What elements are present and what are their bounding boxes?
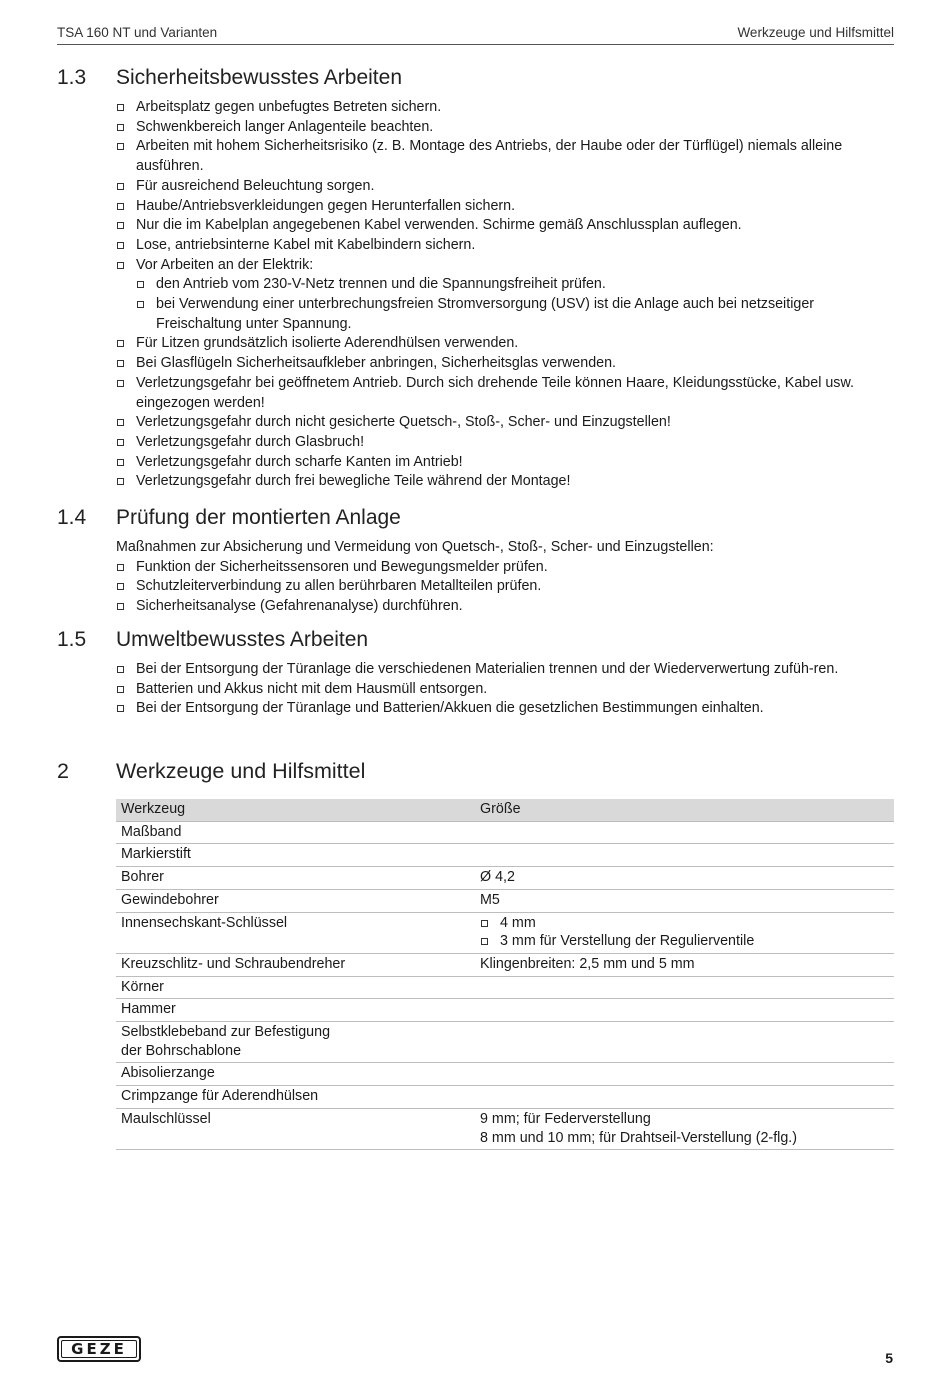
bullet-list: [116, 558, 894, 617]
section-number: 1.3: [57, 66, 87, 89]
tools-table: [116, 799, 894, 1150]
table-row: [116, 999, 894, 1022]
tool-cell: Hammer: [116, 999, 475, 1022]
tool-cell: Maulschlüssel: [116, 1108, 475, 1149]
size-line: 9 mm; für Federverstellung: [480, 1110, 651, 1127]
chapter-title: Werkzeuge und Hilfsmittel: [737, 25, 894, 40]
list-item: Bei der Entsorgung der Türanlage die verschiedenen Materialien trennen und der Wiederverwertung zufüh-ren.: [116, 660, 894, 680]
section-number: 1.5: [57, 628, 87, 651]
list-item-electrics: [116, 256, 894, 335]
size-cell: [475, 1086, 894, 1109]
table-row: [116, 1022, 894, 1063]
section-1-4: [57, 506, 894, 617]
size-list: [480, 914, 889, 951]
size-cell: [475, 821, 894, 844]
list-item: Verletzungsgefahr durch nicht gesicherte Quetsch-, Stoß-, Scher- und Einzugstellen!: [116, 413, 894, 433]
section-2: [57, 759, 894, 789]
section-title: Sicherheitsbewusstes Arbeiten: [116, 66, 402, 89]
list-item-text: Vor Arbeiten an der Elektrik:: [136, 256, 314, 273]
tool-cell: Körner: [116, 976, 475, 999]
list-item: Sicherheitsanalyse (Gefahrenanalyse) durchführen.: [116, 597, 894, 617]
list-item: Bei der Entsorgung der Türanlage und Batterien/Akkuen die gesetzlichen Bestimmungen einhalten.: [116, 699, 894, 719]
section-title: Werkzeuge und Hilfsmittel: [116, 759, 366, 783]
sub-list-item: bei Verwendung einer unterbrechungsfreien Stromversorgung (USV) ist die Anlage auch bei netzseitiger Freischaltung unter Spannung.: [136, 295, 894, 334]
table-row: [116, 889, 894, 912]
geze-logo: GEZE: [57, 1336, 141, 1362]
table-row: [116, 821, 894, 844]
list-item: Verletzungsgefahr bei geöffnetem Antrieb. Durch sich drehende Teile können Haare, Kleidungsstücke, Kabel usw. eingezogen werden!: [116, 374, 894, 413]
list-item: Haube/Antriebsverkleidungen gegen Herunterfallen sichern.: [116, 197, 894, 217]
section-title: Umweltbewusstes Arbeiten: [116, 628, 369, 651]
tool-cell: Gewindebohrer: [116, 889, 475, 912]
size-cell: Ø 4,2: [475, 867, 894, 890]
list-item: Schwenkbereich langer Anlagenteile beachten.: [116, 118, 894, 138]
sub-list-item: den Antrieb vom 230-V-Netz trennen und die Spannungsfreiheit prüfen.: [136, 275, 894, 295]
page-number: 5: [885, 1350, 893, 1366]
size-cell: [475, 1108, 894, 1149]
bullet-list: [116, 660, 894, 719]
list-item: Verletzungsgefahr durch scharfe Kanten im Antrieb!: [116, 453, 894, 473]
size-cell: [475, 912, 894, 953]
table-row: [116, 976, 894, 999]
list-item: Lose, antriebsinterne Kabel mit Kabelbindern sichern.: [116, 236, 894, 256]
tool-cell: Crimpzange für Aderendhülsen: [116, 1086, 475, 1109]
tool-cell: Innensechskant-Schlüssel: [116, 912, 475, 953]
list-item: Für ausreichend Beleuchtung sorgen.: [116, 177, 894, 197]
page-header: [57, 22, 894, 45]
section-heading: [57, 66, 894, 96]
tool-line: Selbstklebeband zur Befestigung: [121, 1024, 331, 1041]
section-heading: [57, 759, 894, 789]
table-row: [116, 912, 894, 953]
list-item: Für Litzen grundsätzlich isolierte Aderendhülsen verwenden.: [116, 334, 894, 354]
table-row: [116, 1086, 894, 1109]
section-intro: Maßnahmen zur Absicherung und Vermeidung von Quetsch-, Stoß-, Scher- und Einzugstellen:: [116, 539, 714, 555]
section-1-3: [57, 66, 894, 492]
sub-bullet-list: [136, 275, 894, 334]
section-number: 1.4: [57, 506, 87, 529]
document-title: TSA 160 NT und Varianten: [57, 25, 218, 40]
size-cell: [475, 1022, 894, 1063]
size-cell: [475, 999, 894, 1022]
tool-cell: Markierstift: [116, 844, 475, 867]
list-item: Funktion der Sicherheitssensoren und Bewegungsmelder prüfen.: [116, 558, 894, 578]
list-item: Arbeitsplatz gegen unbefugtes Betreten sichern.: [116, 98, 894, 118]
section-title: Prüfung der montierten Anlage: [116, 506, 401, 529]
size-cell: M5: [475, 889, 894, 912]
size-cell: [475, 844, 894, 867]
list-item: Verletzungsgefahr durch Glasbruch!: [116, 433, 894, 453]
bullet-list: [116, 98, 894, 492]
size-list-item: 4 mm: [480, 914, 889, 933]
table-row: [116, 1063, 894, 1086]
size-cell: [475, 976, 894, 999]
tool-cell: Kreuzschlitz- und Schraubendreher: [116, 953, 475, 976]
list-item: Schutzleiterverbindung zu allen berührbaren Metallteilen prüfen.: [116, 577, 894, 597]
list-item: Nur die im Kabelplan angegebenen Kabel verwenden. Schirme gemäß Anschlussplan auflegen.: [116, 216, 894, 236]
list-item: Bei Glasflügeln Sicherheitsaufkleber anbringen, Sicherheitsglas verwenden.: [116, 354, 894, 374]
section-1-5: [57, 628, 894, 719]
list-item: Arbeiten mit hohem Sicherheitsrisiko (z. B. Montage des Antriebs, der Haube oder der Türflügel) niemals alleine ausführen.: [116, 137, 894, 176]
list-item: Batterien und Akkus nicht mit dem Hausmüll entsorgen.: [116, 680, 894, 700]
table-header-row: [116, 799, 894, 821]
list-item: Verletzungsgefahr durch frei bewegliche Teile während der Montage!: [116, 472, 894, 492]
table-row: [116, 1108, 894, 1149]
section-heading: [57, 506, 894, 536]
size-cell: [475, 1063, 894, 1086]
tool-line: der Bohrschablone: [121, 1042, 242, 1059]
size-list-item: 3 mm für Verstellung der Regulierventile: [480, 932, 889, 951]
size-line: 8 mm und 10 mm; für Drahtseil-Verstellung (2-flg.): [480, 1129, 798, 1146]
table-row: [116, 953, 894, 976]
section-heading: [57, 628, 894, 658]
tool-cell: Maßband: [116, 821, 475, 844]
table-row: [116, 867, 894, 890]
tool-cell: Bohrer: [116, 867, 475, 890]
column-header-size: Größe: [475, 799, 894, 821]
tool-cell: Abisolierzange: [116, 1063, 475, 1086]
table-row: [116, 844, 894, 867]
section-number: 2: [57, 759, 69, 783]
size-cell: Klingenbreiten: 2,5 mm und 5 mm: [475, 953, 894, 976]
tool-cell: [116, 1022, 475, 1063]
column-header-tool: Werkzeug: [116, 799, 475, 821]
